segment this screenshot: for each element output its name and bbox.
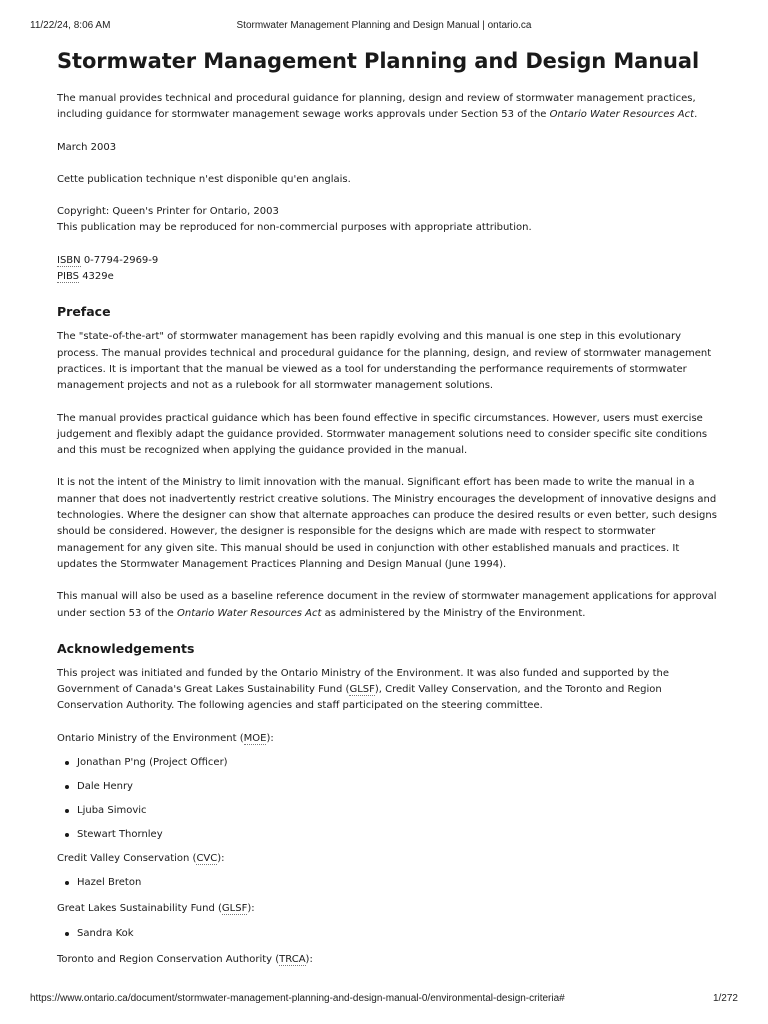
- intro-paragraph: [57, 91, 717, 124]
- publication-date: March 2003: [57, 141, 117, 153]
- isbn-line: [57, 253, 717, 269]
- print-page-title: Stormwater Management Planning and Design Manual | ontario.ca: [236, 20, 532, 31]
- group-label-suffix: ):: [217, 853, 225, 865]
- preface-paragraph: The "state-of-the-art" of stormwater management has been rapidly evolving and this manual is one step in this evolutionary process. The manual provides technical and procedural guidance for the planning, design, and review of stormwater management practices. It is important that the manual be viewed as a tool for understanding the performance requirements of stormwater management projects and not as a rulebook for all stormwater management solutions.: [57, 331, 712, 392]
- page-title: Stormwater Management Planning and Design Manual: [57, 49, 700, 73]
- preface-heading: Preface: [57, 304, 111, 320]
- intro-text-end: .: [694, 109, 698, 121]
- preface-paragraph: The manual provides practical guidance which has been found effective in specific circumstances. However, users must exercise judgement and flexibly adapt the guidance provided. Stormwater management solutions need to consider specific site conditions and this must be recognized when applying the guidance provided in the manual.: [57, 412, 708, 457]
- group-label-text: Great Lakes Sustainability Fund (: [57, 903, 222, 915]
- group-label-text: Credit Valley Conservation (: [57, 853, 197, 865]
- group-label-suffix: ):: [305, 953, 313, 965]
- intro-text: The manual provides technical and procedural guidance for planning, design and review of stormwater management practices, including guidance for stormwater management sewage works approvals under Section 53 of the: [57, 93, 696, 121]
- print-footer: [0, 990, 768, 1010]
- ack-text-end: ), Credit Valley Conservation, and the Toronto and Region Conservation Authority. The following agencies and staff participated on the steering committee.: [57, 684, 662, 712]
- preface-paragraph: It is not the intent of the Ministry to limit innovation with the manual. Significant effort has been made to write the manual in a manner that does not inadvertently restrict creative solutions. The Ministry encourages the development of innovative designs and technologies. Where the designer can show that alternate approaches can produce the desired results or even better, such designs should be considered. However, the designer is responsible for the designs which are made with respect to stormwater management for any given site. This manual should be used in conjunction with other established manuals and practices. It updates the Stormwater Management Practices Planning and Design Manual (June 1994).: [57, 477, 717, 570]
- list-item: Hazel Breton: [57, 875, 717, 891]
- preface-paragraph: [57, 589, 717, 622]
- group-label-suffix: ):: [266, 732, 274, 744]
- print-timestamp: 11/22/24, 8:06 AM: [30, 20, 111, 31]
- acknowledgements-heading: Acknowledgements: [57, 640, 195, 656]
- list-item: Sandra Kok: [57, 926, 717, 942]
- group-label-text: Ontario Ministry of the Environment (: [57, 732, 244, 744]
- pibs-value: 4329e: [79, 271, 114, 283]
- glsf-abbr[interactable]: GLSF: [349, 684, 375, 696]
- list-item: Ljuba Simovic: [57, 803, 717, 819]
- copyright-line: Copyright: Queen's Printer for Ontario, 2003: [57, 206, 279, 218]
- print-header: [0, 0, 768, 40]
- list-item: Dale Henry: [57, 779, 717, 795]
- page-number: 1/272: [712, 993, 738, 1004]
- acknowledgements-paragraph: [57, 666, 717, 715]
- preface-text-end: as administered by the Ministry of the Environment.: [321, 607, 586, 619]
- list-item: Stewart Thornley: [57, 827, 717, 843]
- cvc-abbr[interactable]: CVC: [196, 853, 218, 865]
- pibs-line: [57, 269, 717, 285]
- isbn-value: 0-7794-2969-9: [80, 254, 159, 266]
- committee-member-list: [57, 755, 717, 843]
- committee-member-list: [57, 875, 717, 891]
- glsf-abbr[interactable]: GLSF: [221, 903, 248, 915]
- trca-abbr[interactable]: TRCA: [279, 953, 306, 965]
- intro-act-title: Ontario Water Resources Act: [549, 109, 695, 121]
- pibs-abbr[interactable]: PIBS: [57, 271, 80, 283]
- preface-text: This manual will also be used as a baseline reference document in the review of stormwater management applications for approval under section 53 of the: [57, 591, 717, 619]
- group-label-suffix: ):: [247, 903, 255, 915]
- list-item: Jonathan P'ng (Project Officer): [57, 755, 717, 771]
- document-content: [57, 47, 717, 968]
- print-url: https://www.ontario.ca/document/stormwater-management-planning-and-design-manual-0/environmental-design-criteria#: [30, 993, 565, 1004]
- reproduction-note: This publication may be reproduced for non-commercial purposes with appropriate attribution.: [57, 222, 532, 234]
- committee-group-label: [57, 731, 717, 747]
- committee-group-label: [57, 901, 717, 917]
- isbn-abbr[interactable]: ISBN: [57, 254, 81, 266]
- committee-group-label: [57, 952, 717, 968]
- group-label-text: Toronto and Region Conservation Authority (: [57, 953, 280, 965]
- committee-group-label: [57, 851, 717, 867]
- preface-act-title: Ontario Water Resources Act: [176, 607, 322, 619]
- french-note: Cette publication technique n'est disponible qu'en anglais.: [57, 173, 351, 185]
- committee-member-list: [57, 926, 717, 942]
- moe-abbr[interactable]: MOE: [243, 732, 267, 744]
- ack-text: This project was initiated and funded by the Ontario Ministry of the Environment. It was also funded and supported by the Government of Canada's Great Lakes Sustainability Fund (: [57, 667, 669, 696]
